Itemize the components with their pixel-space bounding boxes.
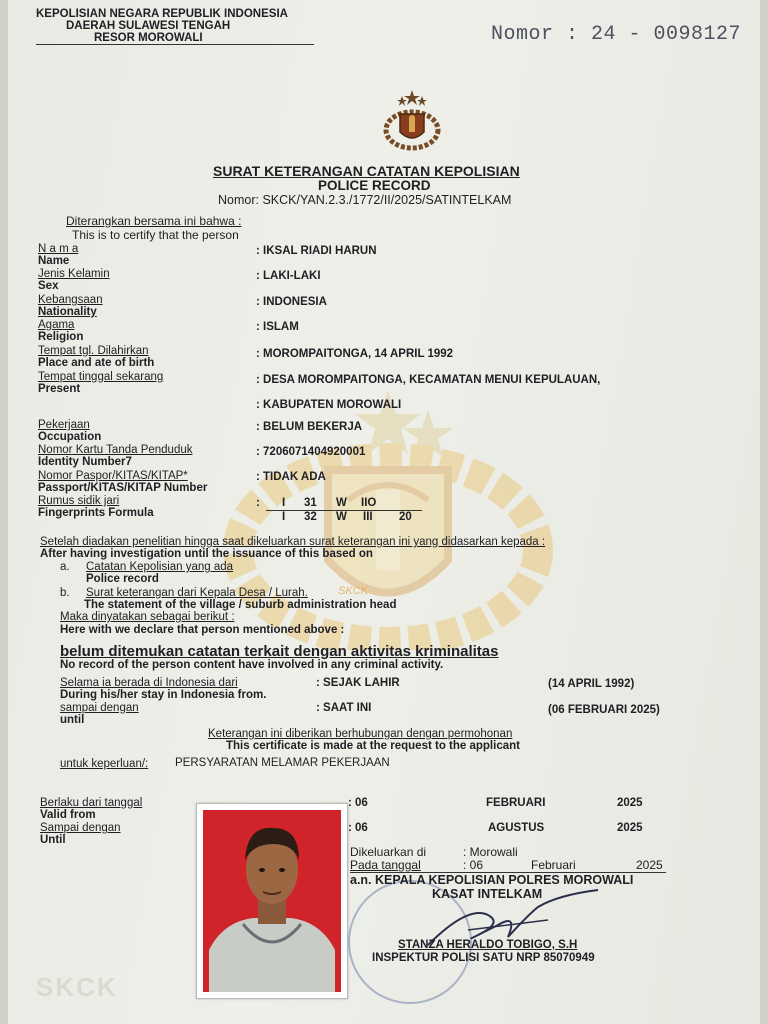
field-nationality-value: : INDONESIA bbox=[256, 296, 327, 308]
field-address-label-en: Present bbox=[38, 383, 81, 395]
field-passport-label-id: Nomor Paspor/KITAS/KITAP* bbox=[38, 470, 188, 482]
field-passport-value: : TIDAK ADA bbox=[256, 471, 326, 483]
fingerprint-bottom-2: 32 bbox=[304, 511, 317, 523]
declare-id: Maka dinyatakan sebagai berikut : bbox=[60, 611, 235, 623]
fingerprint-top-1: I bbox=[282, 497, 286, 509]
field-birth-value: : MOROMPAITONGA, 14 APRIL 1992 bbox=[256, 348, 454, 360]
field-occupation-label-en: Occupation bbox=[38, 431, 102, 443]
request-en: This certificate is made at the request to the applicant bbox=[226, 740, 520, 752]
footer-watermark: SKCK bbox=[36, 972, 118, 1002]
document-title: SURAT KETERANGAN CATATAN KEPOLISIAN bbox=[213, 163, 520, 179]
position-title: KASAT INTELKAM bbox=[432, 887, 543, 901]
header-line1: KEPOLISIAN NEGARA REPUBLIK INDONESIA bbox=[36, 8, 288, 20]
item-a-letter: a. bbox=[60, 561, 70, 573]
fingerprint-top-3: W bbox=[336, 497, 347, 509]
field-nationality-label-en: Nationality bbox=[38, 306, 97, 318]
purpose-value: PERSYARATAN MELAMAR PEKERJAAN bbox=[175, 757, 390, 769]
issued-date-month: Februari bbox=[531, 858, 576, 872]
field-address-label-id: Tempat tinggal sekarang bbox=[38, 371, 164, 383]
issued-date-label: Pada tanggal bbox=[350, 858, 421, 872]
stay-from-value: : SEJAK LAHIR bbox=[316, 677, 400, 689]
signer-name: STANZA HERALDO TOBIGO, S.H bbox=[398, 939, 578, 951]
issued-date-year: 2025 bbox=[636, 858, 663, 872]
applicant-photo bbox=[196, 803, 348, 999]
stay-from-date: (14 APRIL 1992) bbox=[548, 678, 635, 690]
field-sex-value: : LAKI-LAKI bbox=[256, 270, 321, 282]
intro-en: This is to certify that the person bbox=[72, 228, 239, 242]
valid-from-year: 2025 bbox=[617, 797, 643, 809]
valid-until-day: : 06 bbox=[348, 822, 368, 834]
valid-until-label-id: Sampai dengan bbox=[40, 822, 121, 834]
field-name-label-id: N a m a bbox=[38, 243, 79, 255]
item-a-en: Police record bbox=[86, 573, 159, 585]
fingerprint-top-4: IIO bbox=[361, 497, 377, 509]
document-title-english: POLICE RECORD bbox=[318, 178, 431, 193]
valid-until-label-en: Until bbox=[40, 834, 66, 846]
field-occupation-value: : BELUM BEKERJA bbox=[256, 421, 363, 433]
field-address-value: : DESA MOROMPAITONGA, KECAMATAN MENUI KEPULAUAN, bbox=[256, 374, 601, 386]
purpose-label: untuk keperluan/: bbox=[60, 758, 149, 770]
result-statement-en: No record of the person content have involved in any criminal activity. bbox=[60, 659, 444, 671]
stay-from-label-id: Selama ia berada di Indonesia dari bbox=[60, 677, 238, 689]
field-id-number-label-en: Identity Number7 bbox=[38, 456, 132, 468]
valid-until-month: AGUSTUS bbox=[488, 822, 545, 834]
header-underline bbox=[36, 44, 314, 45]
field-religion-label-id: Agama bbox=[38, 319, 75, 331]
document-number: Nomor: SKCK/YAN.2.3./1772/II/2025/SATINTELKAM bbox=[218, 193, 512, 207]
valid-from-label-id: Berlaku dari tanggal bbox=[40, 797, 143, 809]
fingerprint-bottom-4: III bbox=[363, 511, 373, 523]
person-portrait-icon bbox=[203, 810, 341, 992]
field-occupation-label-id: Pekerjaan bbox=[38, 419, 90, 431]
police-record-document bbox=[8, 0, 760, 1024]
request-id: Keterangan ini diberikan berhubungan dengan permohonan bbox=[208, 728, 513, 740]
on-behalf-title: a.n. KEPALA KEPOLISIAN POLRES MOROWALI bbox=[350, 873, 634, 887]
field-address-value-2: : KABUPATEN MOROWALI bbox=[256, 399, 402, 411]
header-line3: RESOR MOROWALI bbox=[94, 32, 203, 44]
field-religion-label-en: Religion bbox=[38, 331, 84, 343]
fingerprint-bottom-5: 20 bbox=[399, 511, 412, 523]
header-line2: DAERAH SULAWESI TENGAH bbox=[66, 20, 231, 32]
watermark-text: SKCK bbox=[338, 585, 368, 597]
stay-until-value: : SAAT INI bbox=[316, 702, 372, 714]
stay-from-label-en: During his/her stay in Indonesia from. bbox=[60, 689, 267, 701]
stay-until-label-id: sampai dengan bbox=[60, 702, 139, 714]
issued-at-value: : Morowali bbox=[463, 845, 518, 859]
result-statement: belum ditemukan catatan terkait dengan aktivitas kriminalitas bbox=[60, 643, 499, 660]
issued-date-day: : 06 bbox=[463, 858, 484, 872]
valid-from-month: FEBRUARI bbox=[486, 797, 546, 809]
field-name-value: : IKSAL RIADI HARUN bbox=[256, 245, 377, 257]
field-id-number-value: : 7206071404920001 bbox=[256, 446, 366, 458]
valid-from-day: : 06 bbox=[348, 797, 368, 809]
item-b-en: The statement of the village / suburb administration head bbox=[84, 599, 397, 611]
field-id-number-label-id: Nomor Kartu Tanda Penduduk bbox=[38, 444, 193, 456]
field-passport-label-en: Passport/KITAS/KITAP Number bbox=[38, 482, 208, 494]
valid-until-year: 2025 bbox=[617, 822, 643, 834]
item-a-id: Catatan Kepolisian yang ada bbox=[86, 561, 234, 573]
document-serial-number: Nomor : 24 - 0098127 bbox=[491, 23, 742, 46]
field-birth-label-en: Place and ate of birth bbox=[38, 357, 155, 369]
issued-at-label: Dikeluarkan di bbox=[350, 845, 427, 859]
police-emblem-icon bbox=[382, 88, 442, 152]
valid-from-label-en: Valid from bbox=[40, 809, 96, 821]
fingerprint-label-en: Fingerprints Formula bbox=[38, 507, 154, 519]
declare-en: Here with we declare that person mentioned above : bbox=[60, 624, 345, 636]
fingerprint-label-id: Rumus sidik jari bbox=[38, 495, 120, 507]
intro-id: Diterangkan bersama ini bahwa : bbox=[66, 214, 242, 228]
field-sex-label-en: Sex bbox=[38, 280, 59, 292]
field-birth-label-id: Tempat tgl. Dilahirkan bbox=[38, 345, 149, 357]
signer-rank: INSPEKTUR POLISI SATU NRP 85070949 bbox=[372, 952, 595, 964]
field-sex-label-id: Jenis Kelamin bbox=[38, 268, 110, 280]
field-nationality-label-id: Kebangsaan bbox=[38, 294, 103, 306]
fingerprint-colon: : bbox=[256, 497, 260, 509]
item-b-letter: b. bbox=[60, 587, 70, 599]
item-b-id: Surat keterangan dari Kepala Desa / Lurah. bbox=[86, 587, 308, 599]
fingerprint-top-2: 31 bbox=[304, 497, 317, 509]
field-name-label-en: Name bbox=[38, 255, 70, 267]
fingerprint-bottom-3: W bbox=[336, 511, 347, 523]
fingerprint-bottom-1: I bbox=[282, 511, 286, 523]
stay-until-date: (06 FEBRUARI 2025) bbox=[548, 704, 660, 716]
field-religion-value: : ISLAM bbox=[256, 321, 299, 333]
investigation-id: Setelah diadakan penelitian hingga saat dikeluarkan surat keterangan ini yang didasarkan kepada : bbox=[40, 536, 546, 548]
investigation-en: After having investigation until the issuance of this based on bbox=[40, 548, 373, 560]
stay-until-label-en: until bbox=[60, 714, 85, 726]
